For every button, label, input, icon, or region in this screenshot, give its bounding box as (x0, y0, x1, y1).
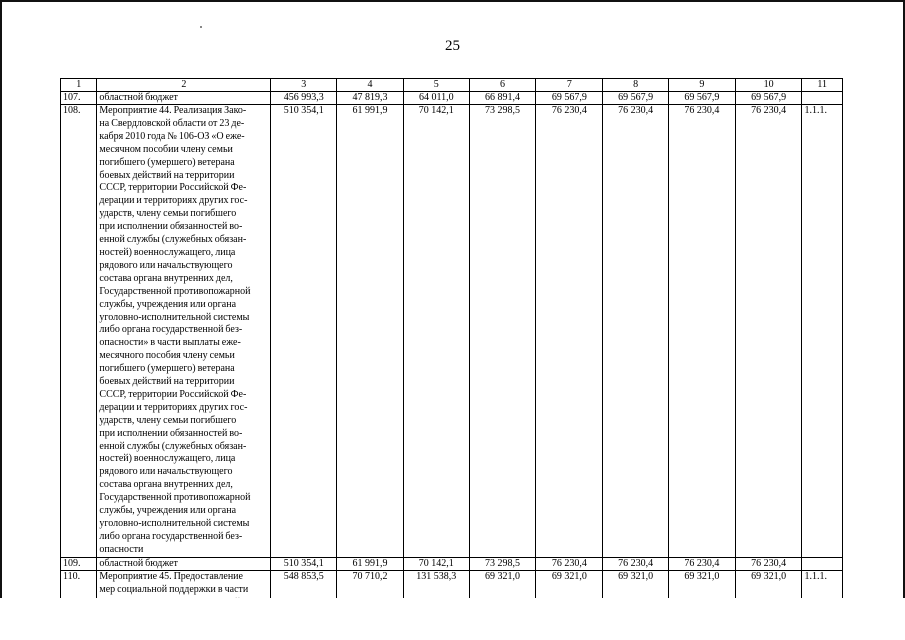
scan-edge-top (0, 0, 905, 2)
column-header-7: 7 (536, 79, 603, 92)
description-line: уголовно-исполнительной системы (99, 311, 250, 323)
column-header-10: 10 (735, 79, 802, 92)
description-line: Государственной противопожарной (99, 492, 251, 504)
description-line: мер социальной поддержки в части (99, 583, 249, 595)
description-line: Мероприятие 45. Предоставление (99, 570, 243, 582)
header-row (61, 79, 843, 92)
description-line: боевых действий на территории (99, 169, 235, 181)
value-cell: 76 230,4 (668, 557, 735, 570)
value-cell: 61 991,9 (337, 105, 404, 558)
description-line: на Свердловской области от 23 де- (99, 117, 245, 129)
column-header-4: 4 (337, 79, 404, 92)
table-body (61, 92, 843, 623)
value-cell: 70 142,1 (403, 557, 469, 570)
value-cell: 76 230,4 (668, 105, 735, 558)
value-cell: 76 230,4 (603, 105, 669, 558)
value-cell: 73 298,5 (469, 557, 536, 570)
table-row (61, 105, 843, 558)
column-header-3: 3 (271, 79, 337, 92)
column-header-11: 11 (802, 79, 843, 92)
description-line: ударств, члену семьи погибшего (99, 414, 237, 426)
table-row (61, 92, 843, 105)
value-cell: 69 567,9 (536, 92, 603, 105)
value-cell: 66 891,4 (469, 92, 536, 105)
description-line: погибшего (умершего) ветерана (99, 156, 235, 168)
description-line: енной службы (служебных обязан- (99, 440, 247, 452)
target-indicator-cell (802, 92, 843, 105)
description-line: уголовно-исполнительной системы (99, 518, 250, 529)
description-line: енной службы (служебных обязан- (99, 234, 247, 246)
description-line: дерации и территориях других гос- (99, 401, 248, 413)
value-cell: 76 230,4 (735, 105, 802, 558)
value-cell: 69 567,9 (603, 92, 669, 105)
scan-dust-mark (200, 26, 202, 28)
value-cell: 76 230,4 (536, 557, 603, 570)
page-bottom-margin (0, 598, 905, 640)
description-line: ностей) военнослужащего, лица (99, 453, 236, 465)
description-line: состава органа внутренних дел, (99, 272, 233, 284)
value-cell: 47 819,3 (337, 92, 404, 105)
target-indicator-cell (802, 557, 843, 570)
budget-table (60, 78, 843, 623)
value-cell: 64 011,0 (403, 92, 469, 105)
description-line: либо органа государственной без- (99, 324, 243, 336)
value-cell: 76 230,4 (603, 557, 669, 570)
table-row (61, 557, 843, 570)
description-line: службы, учреждения или органа (99, 505, 237, 517)
value-cell: 70 710,2 (337, 570, 404, 623)
description-line: Государственной противопожарной (99, 285, 251, 297)
description-line: опасности» в части выплаты еже- (99, 337, 241, 349)
column-header-2: 2 (97, 79, 271, 92)
column-header-9: 9 (668, 79, 735, 92)
description-line: кабря 2010 года № 106-ОЗ «О еже- (99, 130, 245, 142)
description-line: состава органа внутренних дел, (99, 479, 233, 491)
value-cell: 76 230,4 (735, 557, 802, 570)
value-cell: 76 230,4 (536, 105, 603, 558)
row-description (97, 105, 271, 558)
description-line: ностей) военнослужащего, лица (99, 246, 236, 258)
description-line: СССР, территории Российской Фе- (99, 182, 247, 194)
row-number: 108. (61, 105, 97, 558)
value-cell: 69 321,0 (469, 570, 536, 623)
description-line: опасности (99, 543, 144, 555)
value-cell: 548 853,5 (271, 570, 337, 623)
description-line: областной бюджет (99, 92, 178, 103)
description-line: службы, учреждения или органа (99, 298, 237, 310)
value-cell: 456 993,3 (271, 92, 337, 105)
column-header-1: 1 (61, 79, 97, 92)
value-cell: 69 321,0 (735, 570, 802, 623)
column-header-8: 8 (603, 79, 669, 92)
description-line: либо органа государственной без- (99, 530, 243, 542)
column-header-6: 6 (469, 79, 536, 92)
row-number: 109. (61, 557, 97, 570)
value-cell: 73 298,5 (469, 105, 536, 558)
value-cell: 69 321,0 (536, 570, 603, 623)
page-number: 25 (445, 38, 460, 54)
value-cell: 61 991,9 (337, 557, 404, 570)
row-description (97, 557, 271, 570)
value-cell: 69 567,9 (668, 92, 735, 105)
description-line: месячном пособии члену семьи (99, 143, 233, 155)
description-line: погибшего (умершего) ветерана (99, 363, 235, 375)
value-cell: 69 321,0 (668, 570, 735, 623)
row-description (97, 92, 271, 105)
value-cell: 510 354,1 (271, 557, 337, 570)
value-cell: 510 354,1 (271, 105, 337, 558)
description-line: боевых действий на территории (99, 376, 235, 388)
description-line: ударств, члену семьи погибшего (99, 208, 237, 220)
target-indicator-cell: 1.1.1. (802, 570, 843, 623)
description-line: при исполнении обязанностей во- (99, 221, 243, 233)
description-line: СССР, территории Российской Фе- (99, 388, 247, 400)
description-line: дерации и территориях других гос- (99, 195, 248, 207)
column-header-5: 5 (403, 79, 469, 92)
target-indicator-cell: 1.1.1. (802, 105, 843, 558)
description-line: рядового или начальствующего (99, 466, 233, 478)
description-line: Мероприятие 44. Реализация Зако- (99, 105, 247, 116)
description-line: при исполнении обязанностей во- (99, 427, 243, 439)
value-cell: 69 321,0 (603, 570, 669, 623)
description-line: месячного пособия члену семьи (99, 350, 235, 362)
row-number: 107. (61, 92, 97, 105)
description-line: рядового или начальствующего (99, 259, 233, 271)
value-cell: 70 142,1 (403, 105, 469, 558)
description-line: областной бюджет (99, 557, 178, 569)
row-number: 110. (61, 570, 97, 623)
scan-edge-left (0, 0, 2, 640)
value-cell: 69 567,9 (735, 92, 802, 105)
value-cell: 131 538,3 (403, 570, 469, 623)
